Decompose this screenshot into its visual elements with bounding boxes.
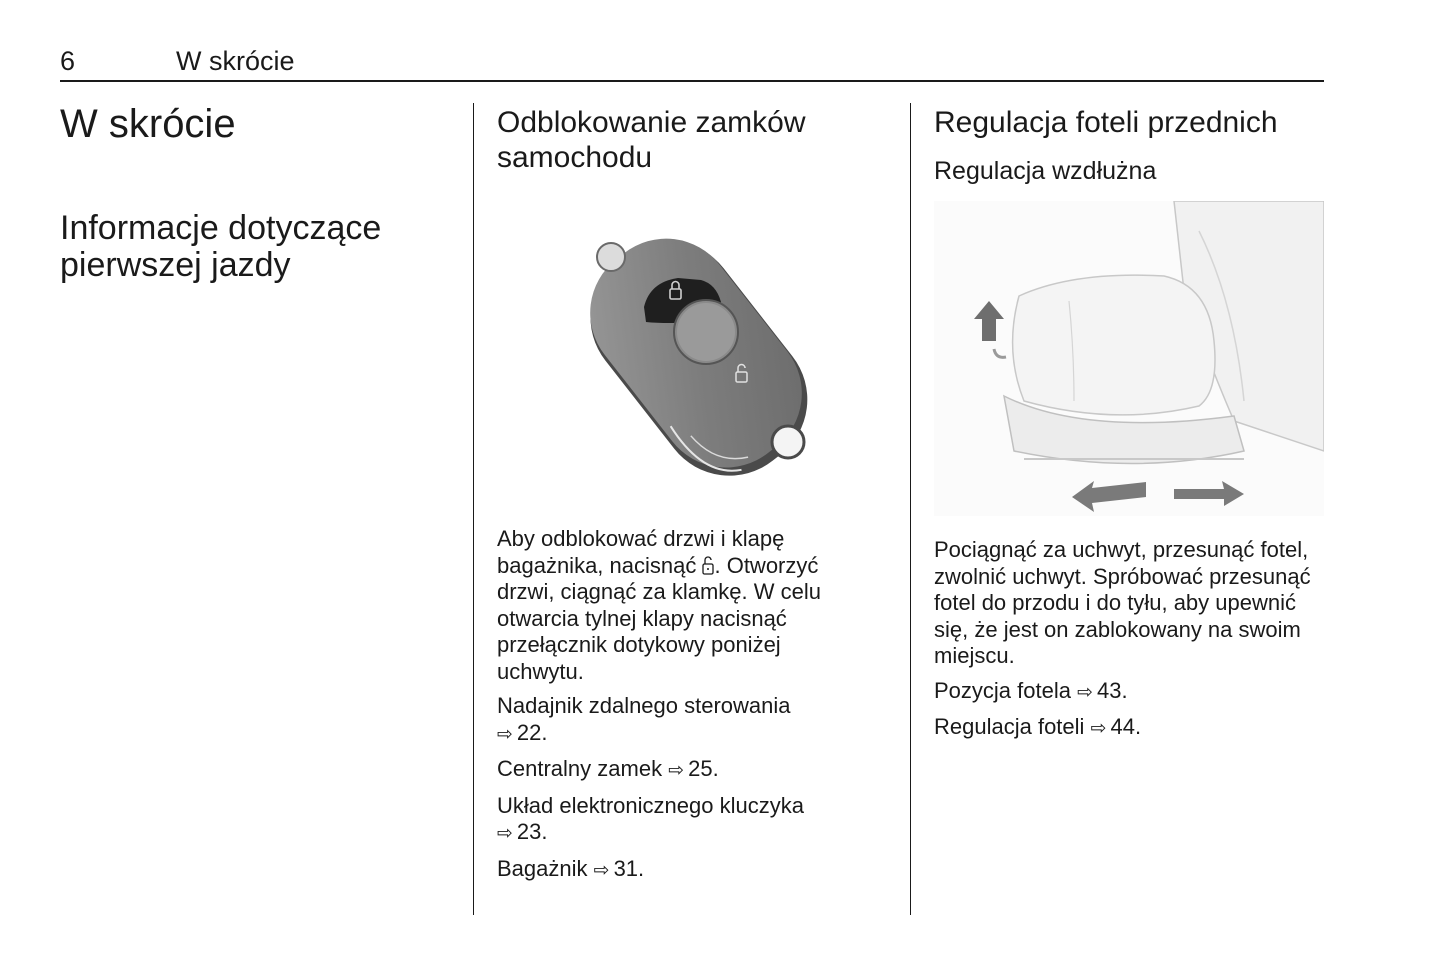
reference-label: Pozycja fotela (934, 677, 1071, 703)
unlock-button-icon (674, 300, 738, 364)
section-title-line: Informacje dotyczące (60, 209, 382, 247)
heading-line: samochodu (497, 141, 653, 174)
reference-label: Regulacja foteli (934, 714, 1085, 739)
seat-illustration (934, 201, 1324, 516)
reference-label: Układ elektronicznego kluczyka (497, 792, 804, 818)
key-ring-icon (597, 243, 625, 271)
section-title-line: pierwszej jazdy (60, 246, 291, 284)
reference-arrow-icon: ⇨ (497, 723, 513, 745)
column-divider (473, 103, 474, 915)
running-header: W skrócie (176, 46, 295, 76)
unlock-heading (497, 105, 877, 175)
cross-reference[interactable] (934, 714, 1324, 743)
heading-line: Odblokowanie zamków (497, 106, 806, 139)
reference-page: 43. (1097, 677, 1128, 703)
reference-arrow-icon: ⇨ (497, 823, 513, 844)
cross-reference[interactable] (934, 678, 1324, 707)
header-rule (60, 80, 1324, 82)
reference-arrow-icon: ⇨ (1090, 718, 1107, 739)
reference-page: 44. (1110, 714, 1142, 739)
reference-label: Nadajnik zdalnego sterowania (497, 693, 791, 718)
seat-cushion (1013, 275, 1215, 415)
column-divider (910, 103, 911, 915)
unlock-icon (702, 555, 714, 575)
seat-adjust-instructions (934, 537, 1324, 751)
instruction-paragraph (497, 526, 867, 685)
key-blade-slot-icon (772, 426, 804, 458)
reference-arrow-icon: ⇨ (668, 760, 685, 781)
cross-reference[interactable] (497, 856, 867, 885)
cross-reference[interactable] (497, 693, 867, 748)
cross-reference[interactable] (497, 793, 867, 848)
section-title (60, 210, 460, 284)
reference-label: Centralny zamek (497, 756, 663, 781)
reference-page: 23. (516, 819, 548, 844)
page-number: 6 (60, 46, 76, 76)
cross-reference[interactable] (497, 756, 867, 785)
reference-page: 22. (516, 719, 548, 745)
unlock-instructions (497, 526, 867, 892)
seat-adjust-subheading: Regulacja wzdłużna (934, 157, 1157, 185)
instruction-text: . Otworzyć drzwi, ciągnąć za klamkę. W celu otwarcia tylnej klapy nacisnąć przełącznik dotykowy poniżej uchwytu. (497, 552, 821, 684)
reference-page: 31. (613, 855, 645, 881)
reference-label: Bagażnik (497, 855, 588, 881)
reference-arrow-icon: ⇨ (1077, 681, 1094, 703)
reference-page: 25. (688, 756, 719, 781)
key-fob-illustration (566, 212, 836, 494)
reference-arrow-icon: ⇨ (593, 859, 610, 881)
instruction-text: Aby odblokować drzwi i klapę bagażnika, nacisnąć (497, 526, 785, 578)
instruction-paragraph: Pociągnąć za uchwyt, przesunąć fotel, zwolnić uchwyt. Spróbować przesunąć fotel do przodu i do tyłu, aby upewnić się, że jest on zablokowany na swoim miejscu. (934, 537, 1311, 668)
chapter-title: W skrócie (60, 102, 236, 146)
seat-adjust-heading: Regulacja foteli przednich (934, 106, 1278, 139)
